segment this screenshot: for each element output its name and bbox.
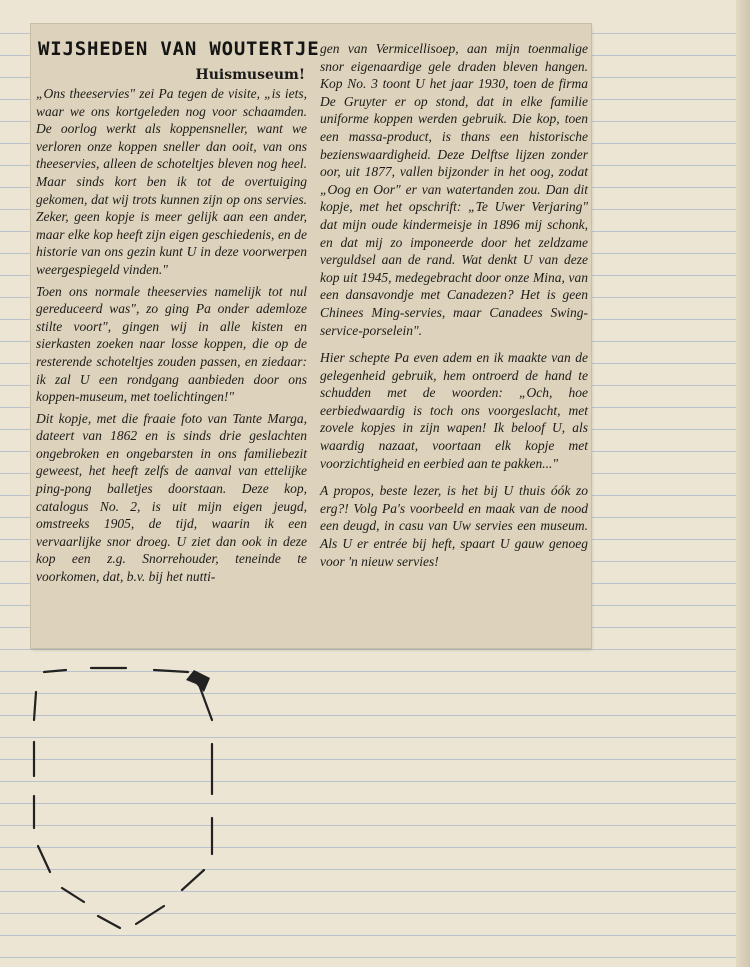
article-paragraph: Dit kopje, met die fraaie foto van Tante Marga, dateert van 1862 en is sinds drie geslachten ongebroken en ongebarsten in ons familiebezit geweest, het heeft zelfs de aanval van ettelijke ping-pong balletjes doorstaan. Deze kop, catalogus No. 2, is uit mijn eigen jeugd, omstreeks 1905, de tijd, waarin ik een vervaarlijke snor droeg. U ziet dan ook in deze kop een z.g. Snorrehouder, teneinde te voorkomen, dat, b.v. bij het nutti- — [36, 410, 307, 585]
dashed-outline-drawing — [26, 658, 226, 938]
clipping-kicker: Huismuseum! — [195, 67, 305, 83]
article-paragraph: A propos, beste lezer, is het bij U thuis óók zo erg?! Volg Pa's voorbeeld en maak van de nood een deugd, in casu van Uw servies een museum. Als U er entrée bij heft, spaart U gauw genoeg voor 'n nieuw servies! — [320, 483, 588, 569]
page-edge — [736, 0, 750, 967]
article-paragraph: Toen ons normale theeservies namelijk tot nul gereduceerd was", zo ging Pa onder ademloze stilte voort", gingen wij in alle kisten en sierkasten zoeken naar losse koppen, die op de resterende schoteltjes zouden passen, en ziedaar: ik zal U een rondgang aanbieden door ons koppen-museum, met toelichtingen!" — [36, 283, 307, 405]
clipping-right-column — [320, 35, 588, 580]
clipping-left-column — [36, 35, 320, 590]
clipping-headline: WIJSHEDEN VAN WOUTERTJE — [38, 38, 320, 60]
article-paragraph: gen van Vermicellisoep, aan mijn toenmalige snor eigenaardige gele draden bleven hangen. Kop No. 3 toont U het jaar 1930, toen de firma De Gruyter er op stond, dat in elke familie uniforme koppen werden gebruik. Die kop, toen een massa-product, is thans een historische bezienswaardigheid. Deze Delftse lijzen zonder oor, uit 1877, vallen bijzonder in het oog, zodat „Oog en Oor" er van watertanden zou. Dan dit kopje, met het opschrift: „Te Uwer Verjaring" dat mijn oude kindermeisje in 1896 mij schonk, en dat mij zo imponeerde door het zeldzame verguldsel aan de rand. Wat denkt U van deze kop uit 1945, medegebracht door onze Mina, van een dansavondje met Canadezen? Het is geen Chinees Ming-servies, maar Canadees Swing-service-porselein". — [320, 41, 588, 338]
article-paragraph: „Ons theeservies" zei Pa tegen de visite, „is iets, waar we ons kortgeleden nog voor schaamden. De oorlog werkt als koppensneller, want we verloren onze koppen sneller dan ooit, van ons theeservies, alleen de schoteltjes bleven nog heel. Maar sinds kort ben ik tot de overtuiging gekomen, dat wij trots kunnen zijn op ons servies. Zeker, geen kopje is meer gelijk aan een ander, maar elke kop heeft zijn eigen geschiedenis, en de historie van ons gezin kunt U in deze voorwerpen weergespiegeld vinden." — [36, 86, 307, 277]
article-paragraph: Hier schepte Pa even adem en ik maakte van de gelegenheid gebruik, hem ontroerd de hand te schudden met de woorden: „Och, hoe eerbiedwaardig is toch ons voorgeslacht, met zovele kopjes in zijn wapen! Ik beloof U, als waardig nazaat, voortaan elk kopje met voorzichtigheid en eerbied aan te pakken..." — [320, 350, 588, 471]
